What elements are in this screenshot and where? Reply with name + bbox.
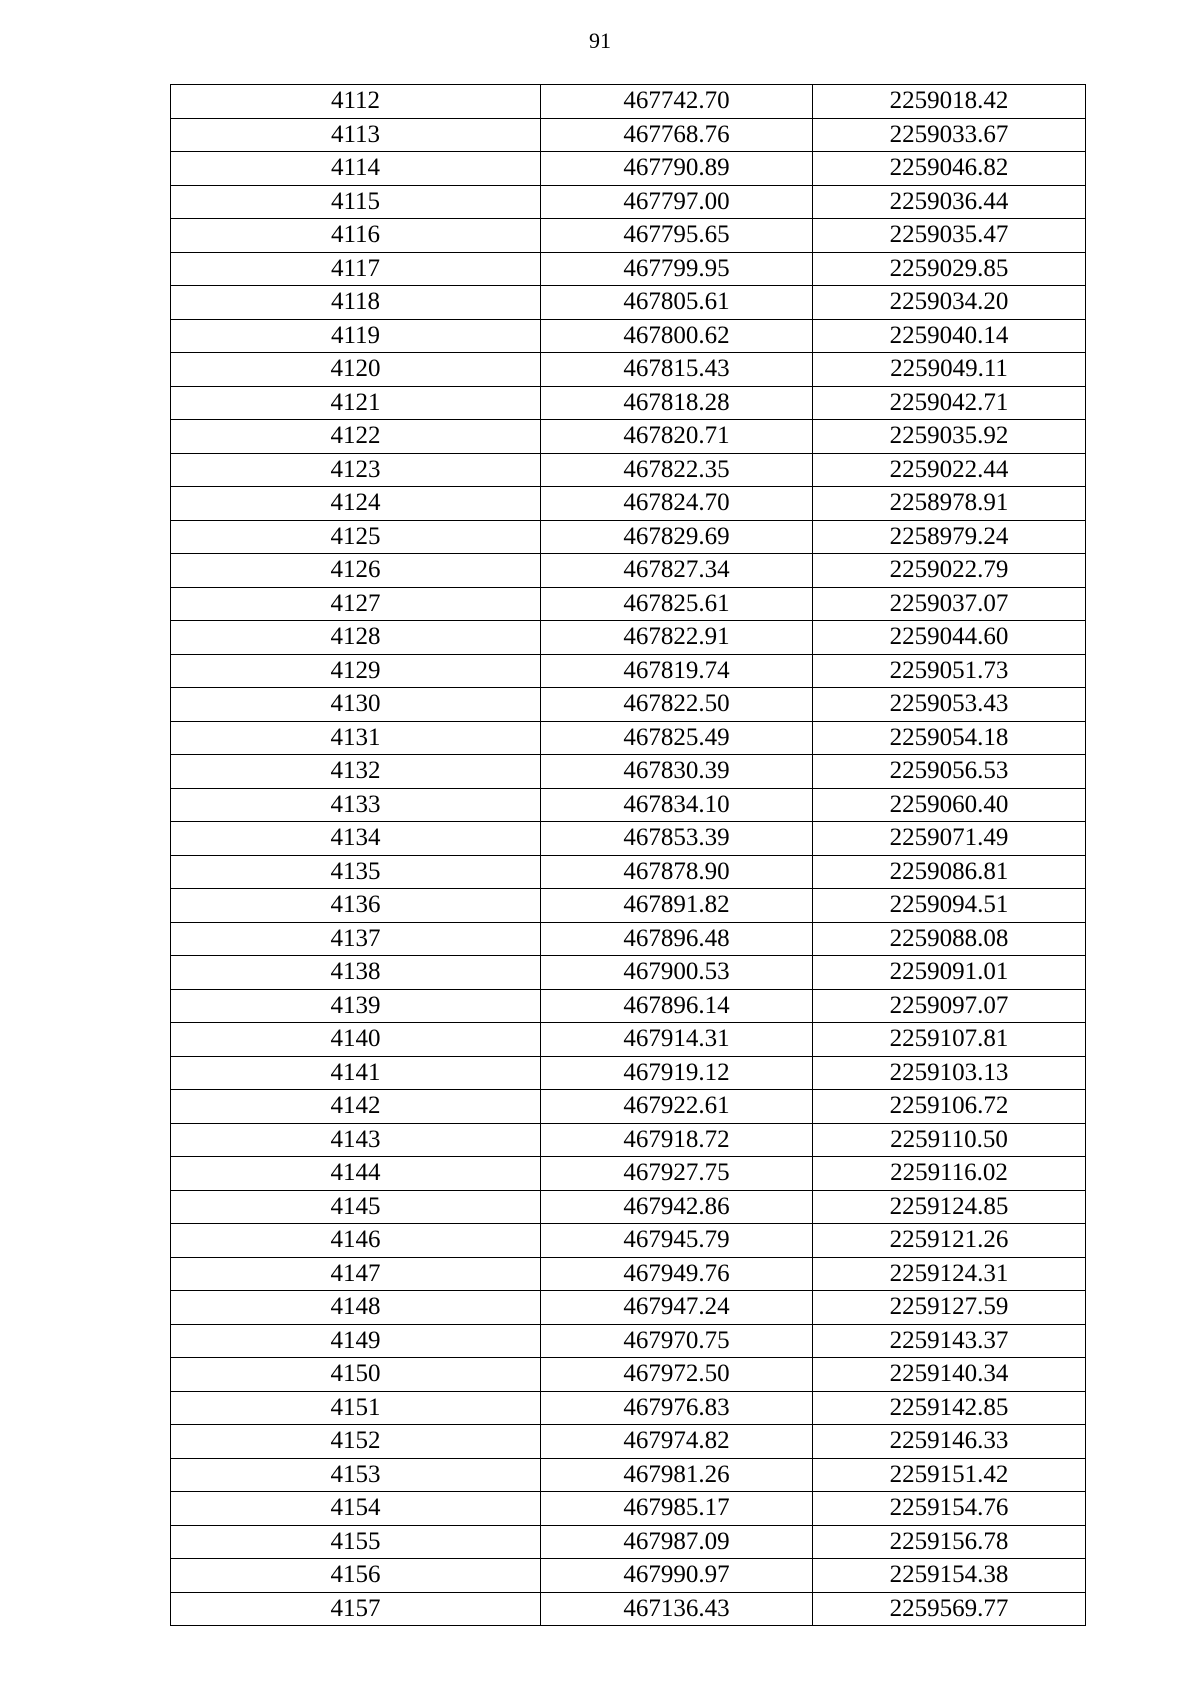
y-coordinate-cell: 2259034.20 bbox=[813, 286, 1086, 320]
point-number-cell: 4131 bbox=[171, 721, 541, 755]
x-coordinate-cell: 467896.48 bbox=[541, 922, 813, 956]
x-coordinate-cell: 467829.69 bbox=[541, 520, 813, 554]
x-coordinate-cell: 467800.62 bbox=[541, 319, 813, 353]
y-coordinate-cell: 2259035.47 bbox=[813, 219, 1086, 253]
point-number-cell: 4115 bbox=[171, 185, 541, 219]
table-row bbox=[171, 520, 1086, 554]
point-number-cell: 4157 bbox=[171, 1592, 541, 1626]
table-row bbox=[171, 889, 1086, 923]
point-number-cell: 4147 bbox=[171, 1257, 541, 1291]
table-row bbox=[171, 621, 1086, 655]
y-coordinate-cell: 2259146.33 bbox=[813, 1425, 1086, 1459]
table-row bbox=[171, 1492, 1086, 1526]
y-coordinate-cell: 2259029.85 bbox=[813, 252, 1086, 286]
table-row bbox=[171, 1391, 1086, 1425]
table-row bbox=[171, 1090, 1086, 1124]
point-number-cell: 4130 bbox=[171, 688, 541, 722]
table-row bbox=[171, 989, 1086, 1023]
y-coordinate-cell: 2259040.14 bbox=[813, 319, 1086, 353]
point-number-cell: 4148 bbox=[171, 1291, 541, 1325]
point-number-cell: 4132 bbox=[171, 755, 541, 789]
y-coordinate-cell: 2259127.59 bbox=[813, 1291, 1086, 1325]
y-coordinate-cell: 2259056.53 bbox=[813, 755, 1086, 789]
point-number-cell: 4134 bbox=[171, 822, 541, 856]
y-coordinate-cell: 2259049.11 bbox=[813, 353, 1086, 387]
x-coordinate-cell: 467990.97 bbox=[541, 1559, 813, 1593]
x-coordinate-cell: 467976.83 bbox=[541, 1391, 813, 1425]
point-number-cell: 4119 bbox=[171, 319, 541, 353]
table-row bbox=[171, 1056, 1086, 1090]
x-coordinate-cell: 467822.50 bbox=[541, 688, 813, 722]
x-coordinate-cell: 467795.65 bbox=[541, 219, 813, 253]
x-coordinate-cell: 467768.76 bbox=[541, 118, 813, 152]
y-coordinate-cell: 2259051.73 bbox=[813, 654, 1086, 688]
point-number-cell: 4145 bbox=[171, 1190, 541, 1224]
table-row bbox=[171, 1458, 1086, 1492]
table-row bbox=[171, 1291, 1086, 1325]
point-number-cell: 4133 bbox=[171, 788, 541, 822]
y-coordinate-cell: 2259151.42 bbox=[813, 1458, 1086, 1492]
x-coordinate-cell: 467927.75 bbox=[541, 1157, 813, 1191]
x-coordinate-cell: 467818.28 bbox=[541, 386, 813, 420]
point-number-cell: 4146 bbox=[171, 1224, 541, 1258]
x-coordinate-cell: 467891.82 bbox=[541, 889, 813, 923]
point-number-cell: 4140 bbox=[171, 1023, 541, 1057]
x-coordinate-cell: 467815.43 bbox=[541, 353, 813, 387]
point-number-cell: 4155 bbox=[171, 1525, 541, 1559]
x-coordinate-cell: 467896.14 bbox=[541, 989, 813, 1023]
table-row bbox=[171, 755, 1086, 789]
x-coordinate-cell: 467822.35 bbox=[541, 453, 813, 487]
x-coordinate-cell: 467820.71 bbox=[541, 420, 813, 454]
x-coordinate-cell: 467797.00 bbox=[541, 185, 813, 219]
x-coordinate-cell: 467981.26 bbox=[541, 1458, 813, 1492]
point-number-cell: 4118 bbox=[171, 286, 541, 320]
point-number-cell: 4153 bbox=[171, 1458, 541, 1492]
y-coordinate-cell: 2259088.08 bbox=[813, 922, 1086, 956]
table-row bbox=[171, 487, 1086, 521]
y-coordinate-cell: 2259124.31 bbox=[813, 1257, 1086, 1291]
table-row bbox=[171, 286, 1086, 320]
y-coordinate-cell: 2259142.85 bbox=[813, 1391, 1086, 1425]
x-coordinate-cell: 467824.70 bbox=[541, 487, 813, 521]
table-row bbox=[171, 1358, 1086, 1392]
table-row bbox=[171, 353, 1086, 387]
x-coordinate-cell: 467949.76 bbox=[541, 1257, 813, 1291]
y-coordinate-cell: 2259036.44 bbox=[813, 185, 1086, 219]
table-row bbox=[171, 788, 1086, 822]
y-coordinate-cell: 2259097.07 bbox=[813, 989, 1086, 1023]
y-coordinate-cell: 2259569.77 bbox=[813, 1592, 1086, 1626]
table-row bbox=[171, 855, 1086, 889]
x-coordinate-cell: 467974.82 bbox=[541, 1425, 813, 1459]
point-number-cell: 4128 bbox=[171, 621, 541, 655]
point-number-cell: 4143 bbox=[171, 1123, 541, 1157]
x-coordinate-cell: 467827.34 bbox=[541, 554, 813, 588]
x-coordinate-cell: 467742.70 bbox=[541, 85, 813, 119]
point-number-cell: 4152 bbox=[171, 1425, 541, 1459]
point-number-cell: 4151 bbox=[171, 1391, 541, 1425]
x-coordinate-cell: 467834.10 bbox=[541, 788, 813, 822]
point-number-cell: 4125 bbox=[171, 520, 541, 554]
x-coordinate-cell: 467942.86 bbox=[541, 1190, 813, 1224]
point-number-cell: 4113 bbox=[171, 118, 541, 152]
table-row bbox=[171, 688, 1086, 722]
point-number-cell: 4112 bbox=[171, 85, 541, 119]
point-number-cell: 4127 bbox=[171, 587, 541, 621]
point-number-cell: 4139 bbox=[171, 989, 541, 1023]
y-coordinate-cell: 2259042.71 bbox=[813, 386, 1086, 420]
table-row bbox=[171, 1157, 1086, 1191]
table-row bbox=[171, 1559, 1086, 1593]
y-coordinate-cell: 2258979.24 bbox=[813, 520, 1086, 554]
point-number-cell: 4122 bbox=[171, 420, 541, 454]
point-number-cell: 4116 bbox=[171, 219, 541, 253]
point-number-cell: 4141 bbox=[171, 1056, 541, 1090]
table-row bbox=[171, 554, 1086, 588]
y-coordinate-cell: 2259154.76 bbox=[813, 1492, 1086, 1526]
y-coordinate-cell: 2259053.43 bbox=[813, 688, 1086, 722]
point-number-cell: 4135 bbox=[171, 855, 541, 889]
y-coordinate-cell: 2259035.92 bbox=[813, 420, 1086, 454]
point-number-cell: 4124 bbox=[171, 487, 541, 521]
table-row bbox=[171, 252, 1086, 286]
y-coordinate-cell: 2259140.34 bbox=[813, 1358, 1086, 1392]
point-number-cell: 4142 bbox=[171, 1090, 541, 1124]
x-coordinate-cell: 467945.79 bbox=[541, 1224, 813, 1258]
y-coordinate-cell: 2259060.40 bbox=[813, 788, 1086, 822]
y-coordinate-cell: 2259022.79 bbox=[813, 554, 1086, 588]
x-coordinate-cell: 467987.09 bbox=[541, 1525, 813, 1559]
table-row bbox=[171, 1190, 1086, 1224]
point-number-cell: 4114 bbox=[171, 152, 541, 186]
page-number: 91 bbox=[589, 28, 611, 53]
table-row bbox=[171, 185, 1086, 219]
y-coordinate-cell: 2259106.72 bbox=[813, 1090, 1086, 1124]
x-coordinate-cell: 467947.24 bbox=[541, 1291, 813, 1325]
x-coordinate-cell: 467914.31 bbox=[541, 1023, 813, 1057]
y-coordinate-cell: 2259044.60 bbox=[813, 621, 1086, 655]
table-row bbox=[171, 118, 1086, 152]
y-coordinate-cell: 2259124.85 bbox=[813, 1190, 1086, 1224]
point-number-cell: 4154 bbox=[171, 1492, 541, 1526]
y-coordinate-cell: 2259033.67 bbox=[813, 118, 1086, 152]
table-row bbox=[171, 956, 1086, 990]
point-number-cell: 4137 bbox=[171, 922, 541, 956]
table-row bbox=[171, 420, 1086, 454]
table-row bbox=[171, 219, 1086, 253]
table-row bbox=[171, 453, 1086, 487]
table-row bbox=[171, 386, 1086, 420]
y-coordinate-cell: 2259091.01 bbox=[813, 956, 1086, 990]
table-row bbox=[171, 654, 1086, 688]
x-coordinate-cell: 467919.12 bbox=[541, 1056, 813, 1090]
table-row bbox=[171, 822, 1086, 856]
table-row bbox=[171, 1324, 1086, 1358]
y-coordinate-cell: 2259022.44 bbox=[813, 453, 1086, 487]
y-coordinate-cell: 2258978.91 bbox=[813, 487, 1086, 521]
point-number-cell: 4129 bbox=[171, 654, 541, 688]
point-number-cell: 4149 bbox=[171, 1324, 541, 1358]
y-coordinate-cell: 2259116.02 bbox=[813, 1157, 1086, 1191]
x-coordinate-cell: 467819.74 bbox=[541, 654, 813, 688]
y-coordinate-cell: 2259037.07 bbox=[813, 587, 1086, 621]
coordinate-table bbox=[170, 84, 1086, 1626]
y-coordinate-cell: 2259110.50 bbox=[813, 1123, 1086, 1157]
point-number-cell: 4126 bbox=[171, 554, 541, 588]
y-coordinate-cell: 2259103.13 bbox=[813, 1056, 1086, 1090]
point-number-cell: 4136 bbox=[171, 889, 541, 923]
x-coordinate-cell: 467972.50 bbox=[541, 1358, 813, 1392]
table-row bbox=[171, 1592, 1086, 1626]
point-number-cell: 4144 bbox=[171, 1157, 541, 1191]
table-row bbox=[171, 922, 1086, 956]
y-coordinate-cell: 2259154.38 bbox=[813, 1559, 1086, 1593]
y-coordinate-cell: 2259086.81 bbox=[813, 855, 1086, 889]
y-coordinate-cell: 2259156.78 bbox=[813, 1525, 1086, 1559]
point-number-cell: 4150 bbox=[171, 1358, 541, 1392]
y-coordinate-cell: 2259046.82 bbox=[813, 152, 1086, 186]
table-row bbox=[171, 319, 1086, 353]
y-coordinate-cell: 2259054.18 bbox=[813, 721, 1086, 755]
table-row bbox=[171, 721, 1086, 755]
table-row bbox=[171, 1425, 1086, 1459]
point-number-cell: 4117 bbox=[171, 252, 541, 286]
x-coordinate-cell: 467985.17 bbox=[541, 1492, 813, 1526]
y-coordinate-cell: 2259121.26 bbox=[813, 1224, 1086, 1258]
point-number-cell: 4120 bbox=[171, 353, 541, 387]
point-number-cell: 4138 bbox=[171, 956, 541, 990]
x-coordinate-cell: 467825.49 bbox=[541, 721, 813, 755]
x-coordinate-cell: 467900.53 bbox=[541, 956, 813, 990]
x-coordinate-cell: 467853.39 bbox=[541, 822, 813, 856]
table-row bbox=[171, 1257, 1086, 1291]
table-row bbox=[171, 85, 1086, 119]
table-row bbox=[171, 1123, 1086, 1157]
table-row bbox=[171, 1224, 1086, 1258]
table-row bbox=[171, 152, 1086, 186]
y-coordinate-cell: 2259018.42 bbox=[813, 85, 1086, 119]
table-row bbox=[171, 1023, 1086, 1057]
y-coordinate-cell: 2259094.51 bbox=[813, 889, 1086, 923]
x-coordinate-cell: 467922.61 bbox=[541, 1090, 813, 1124]
x-coordinate-cell: 467822.91 bbox=[541, 621, 813, 655]
x-coordinate-cell: 467799.95 bbox=[541, 252, 813, 286]
table-row bbox=[171, 1525, 1086, 1559]
x-coordinate-cell: 467918.72 bbox=[541, 1123, 813, 1157]
x-coordinate-cell: 467878.90 bbox=[541, 855, 813, 889]
x-coordinate-cell: 467805.61 bbox=[541, 286, 813, 320]
point-number-cell: 4123 bbox=[171, 453, 541, 487]
x-coordinate-cell: 467790.89 bbox=[541, 152, 813, 186]
point-number-cell: 4156 bbox=[171, 1559, 541, 1593]
x-coordinate-cell: 467136.43 bbox=[541, 1592, 813, 1626]
x-coordinate-cell: 467970.75 bbox=[541, 1324, 813, 1358]
y-coordinate-cell: 2259143.37 bbox=[813, 1324, 1086, 1358]
table-body bbox=[171, 85, 1086, 1626]
y-coordinate-cell: 2259107.81 bbox=[813, 1023, 1086, 1057]
table-row bbox=[171, 587, 1086, 621]
point-number-cell: 4121 bbox=[171, 386, 541, 420]
x-coordinate-cell: 467825.61 bbox=[541, 587, 813, 621]
y-coordinate-cell: 2259071.49 bbox=[813, 822, 1086, 856]
x-coordinate-cell: 467830.39 bbox=[541, 755, 813, 789]
